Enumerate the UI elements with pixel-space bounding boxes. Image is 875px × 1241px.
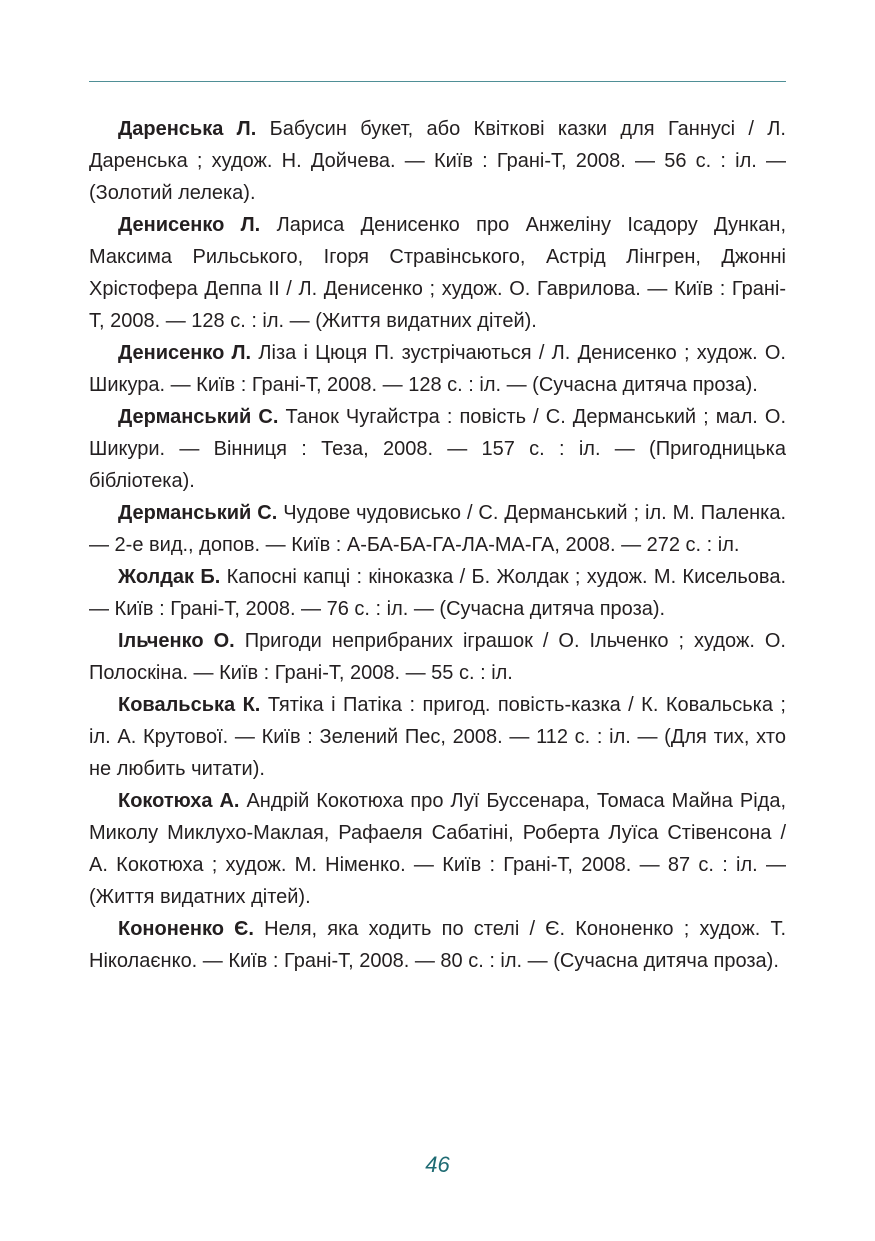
entry-author: Денисенко Л. <box>118 214 261 236</box>
bibliography-entry <box>89 497 786 561</box>
bibliography-entry <box>89 401 786 497</box>
entry-author: Кокотюха А. <box>118 790 240 812</box>
entry-text: Танок Чугайстра : повість / С. Дерманський ; мал. О. Шикури. — Вінниця : Теза, 2008. — 157 с. : іл. — (Пригодницька бібліотека). <box>89 406 786 492</box>
header-rule <box>89 81 786 82</box>
entry-text: Ліза і Цюця П. зустрічаються / Л. Денисенко ; худож. О. Шикура. — Київ : Грані-Т, 2008. — 128 с. : іл. — (Сучасна дитяча проза). <box>89 342 786 396</box>
entry-text: Чудове чудовисько / С. Дерманський ; іл. М. Паленка. — 2-е вид., допов. — Київ : А-БА-БА-ГА-ЛА-МА-ГА, 2008. — 272 с. : іл. <box>89 502 786 556</box>
bibliography-entry <box>89 625 786 689</box>
entry-author: Денисенко Л. <box>118 342 252 364</box>
bibliography-list <box>89 113 786 977</box>
entry-text: Пригоди неприбраних іграшок / О. Ільченко ; худож. О. Полоскіна. — Київ : Грані-Т, 2008. — 55 с. : іл. <box>89 630 786 684</box>
entry-author: Кононенко Є. <box>118 918 254 940</box>
entry-author: Дерманський С. <box>118 406 279 428</box>
page-number: 46 <box>425 1152 450 1177</box>
entry-text: Тятіка і Патіка : пригод. повість-казка / К. Ковальська ; іл. А. Крутової. — Київ : Зелений Пес, 2008. — 112 с. : іл. — (Для тих, хто не любить читати). <box>89 694 786 780</box>
bibliography-entry <box>89 689 786 785</box>
entry-author: Ковальська К. <box>118 694 261 716</box>
bibliography-entry <box>89 785 786 913</box>
entry-author: Дерманський С. <box>118 502 278 524</box>
entry-author: Жолдак Б. <box>118 566 221 588</box>
bibliography-entry <box>89 913 786 977</box>
bibliography-entry <box>89 209 786 337</box>
entry-text: Капосні капці : кіноказка / Б. Жолдак ; худож. М. Кисельова. — Київ : Грані-Т, 2008. — 76 с. : іл. — (Сучасна дитяча проза). <box>89 566 786 620</box>
bibliography-entry <box>89 561 786 625</box>
entry-text: Андрій Кокотюха про Луї Буссенара, Томаса Майна Ріда, Миколу Миклухо-Маклая, Рафаеля Сабатіні, Роберта Луїса Стівенсона / А. Кокотюха ; худож. М. Німенко. — Київ : Грані-Т, 2008. — 87 с. : іл. — (Життя видатних дітей). <box>89 790 787 908</box>
bibliography-entry <box>89 113 786 209</box>
entry-text: Бабусин букет, або Квіткові казки для Ганнусі / Л. Даренська ; худож. Н. Дойчева. — Київ : Грані-Т, 2008. — 56 с. : іл. — (Золотий лелека). <box>89 118 786 204</box>
entry-author: Ільченко О. <box>118 630 235 652</box>
entry-text: Неля, яка ходить по стелі / Є. Кононенко ; худож. Т. Ніколаєнко. — Київ : Грані-Т, 2008. — 80 с. : іл. — (Сучасна дитяча проза). <box>89 918 787 972</box>
entry-author: Даренська Л. <box>118 118 257 140</box>
bibliography-entry <box>89 337 786 401</box>
entry-text: Лариса Денисенко про Анжеліну Ісадору Дункан, Максима Рильського, Ігоря Стравінського, Астрід Лінгрен, Джонні Хрістофера Деппа ІІ / Л. Денисенко ; худож. О. Гаврилова. — Київ : Грані-Т, 2008. — 128 с. : іл. — (Життя видатних дітей). <box>89 214 786 332</box>
